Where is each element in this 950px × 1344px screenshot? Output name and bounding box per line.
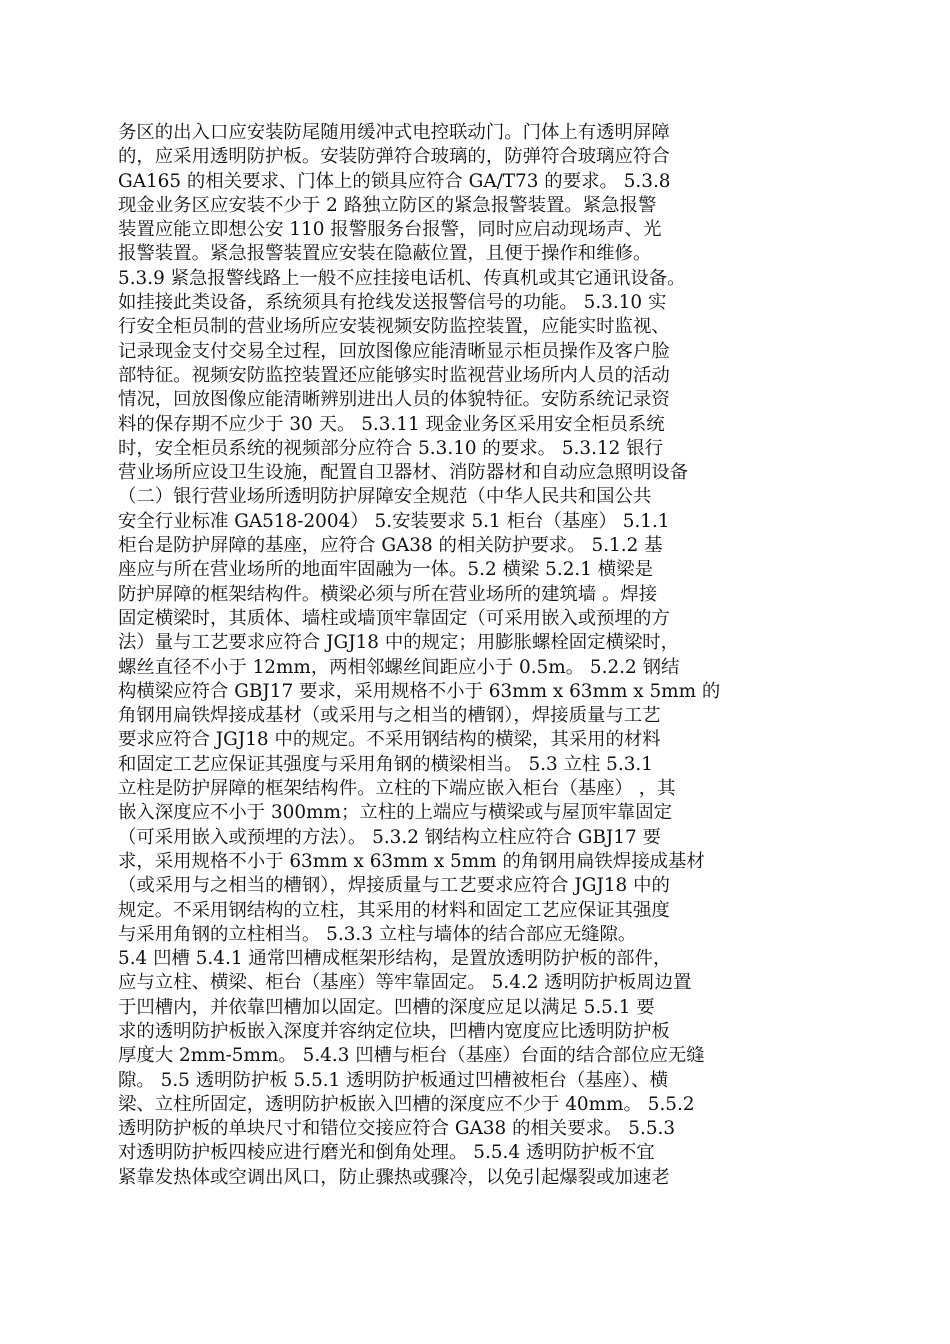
text-line: 料的保存期不应少于 30 天。 5.3.11 现金业务区采用安全柜员系统 (118, 413, 665, 435)
text-line: 应与立柱、横梁、柜台（基座）等牢靠固定。 5.4.2 透明防护板周边置 (118, 972, 692, 994)
text-line: 螺丝直径不小于 12mm，两相邻螺丝间距应小于 0.5m。 5.2.2 钢结 (118, 656, 680, 678)
text-line: 构横梁应符合 GBJ17 要求，采用规格不小于 63mm x 63mm x 5mm 的 (118, 680, 721, 702)
text-line: 嵌入深度应不小于 300mm；立柱的上端应与横梁或与屋顶牢靠固定 (118, 802, 672, 824)
text-line: 座应与所在营业场所的地面牢固融为一体。5.2 横梁 5.2.1 横梁是 (118, 559, 653, 581)
text-line: （或采用与之相当的槽钢），焊接质量与工艺要求应符合 JGJ18 中的 (118, 875, 670, 897)
text-line: 和固定工艺应保证其强度与采用角钢的横梁相当。 5.3 立柱 5.3.1 (118, 753, 653, 775)
text-line: 时，安全柜员系统的视频部分应符合 5.3.10 的要求。 5.3.12 银行 (118, 437, 663, 459)
text-line: 的，应采用透明防护板。安装防弹符合玻璃的，防弹符合玻璃应符合 (118, 146, 670, 168)
text-line: 情况，回放图像应能清晰辨别进出人员的体貌特征。安防系统记录资 (118, 389, 670, 411)
text-line: 梁、立柱所固定，透明防护板嵌入凹槽的深度应不少于 40mm。 5.5.2 (118, 1093, 695, 1115)
text-line: 行安全柜员制的营业场所应安装视频安防监控装置，应能实时监视、 (118, 316, 670, 338)
text-line: 务区的出入口应安装防尾随用缓冲式电控联动门。门体上有透明屏障 (118, 122, 670, 143)
text-line: 如挂接此类设备，系统须具有抢线发送报警信号的功能。 5.3.10 实 (118, 292, 667, 314)
text-line: 对透明防护板四棱应进行磨光和倒角处理。 5.5.4 透明防护板不宜 (118, 1142, 655, 1164)
text-line: 法）量与工艺要求应符合 JGJ18 中的规定；用膨胀螺栓固定横梁时， (118, 632, 680, 654)
text-line: 防护屏障的框架结构件。横梁必须与所在营业场所的建筑墙 。焊接 (118, 583, 658, 605)
text-line: （可采用嵌入或预埋的方法）。 5.3.2 钢结构立柱应符合 GBJ17 要 (118, 826, 661, 848)
text-line: 现金业务区应安装不少于 2 路独立防区的紧急报警装置。紧急报警 (118, 194, 657, 216)
text-line: 装置应能立即想公安 110 报警服务台报警，同时应启动现场声、光 (118, 219, 662, 241)
text-line: 5.4 凹槽 5.4.1 通常凹槽成框架形结构，是置放透明防护板的部件， (118, 948, 672, 970)
text-line: 营业场所应设卫生设施，配置自卫器材、消防器材和自动应急照明设备 (118, 462, 689, 484)
text-line: 报警装置。紧急报警装置应安装在隐蔽位置，且便于操作和维修。 (118, 243, 652, 265)
text-line: 与采用角钢的立柱相当。 5.3.3 立柱与墙体的结合部应无缝隙。 (118, 923, 637, 945)
text-line: 规定。不采用钢结构的立柱，其采用的材料和固定工艺应保证其强度 (118, 899, 670, 921)
text-line: 求，采用规格不小于 63mm x 63mm x 5mm 的角钢用扁铁焊接成基材 (118, 850, 705, 872)
text-line: 厚度大 2mm-5mm。 5.4.3 凹槽与柜台（基座）台面的结合部位应无缝 (118, 1045, 705, 1067)
text-line: 求的透明防护板嵌入深度并容纳定位块，凹槽内宽度应比透明防护板 (118, 1020, 670, 1042)
body-text (118, 121, 838, 1190)
text-line: 部特征。视频安防监控装置还应能够实时监视营业场所内人员的活动 (118, 364, 670, 386)
text-line: 要求应符合 JGJ18 中的规定。不采用钢结构的横梁，其采用的材料 (118, 729, 661, 751)
text-line: 角钢用扁铁焊接成基材（或采用与之相当的槽钢），焊接质量与工艺 (118, 705, 661, 727)
text-line: 固定横梁时，其质体、墙柱或墙顶牢靠固定（可采用嵌入或预埋的方 (118, 607, 670, 629)
text-line: 5.3.9 紧急报警线路上一般不应挂接电话机、传真机或其它通讯设备。 (118, 267, 686, 289)
text-line: 记录现金支付交易全过程，回放图像应能清晰显示柜员操作及客户脸 (118, 340, 670, 362)
text-line: 透明防护板的单块尺寸和错位交接应符合 GA38 的相关要求。 5.5.3 (118, 1118, 676, 1140)
text-line: GA165 的相关要求、门体上的锁具应符合 GA/T73 的要求。 5.3.8 (118, 170, 671, 192)
text-line: 紧靠发热体或空调出风口，防止骤热或骤冷，以免引起爆裂或加速老 (118, 1166, 670, 1188)
text-line: 于凹槽内，并依靠凹槽加以固定。凹槽的深度应足以满足 5.5.1 要 (118, 996, 655, 1018)
text-line: 柜台是防护屏障的基座，应符合 GA38 的相关防护要求。 5.1.2 基 (118, 535, 663, 557)
text-line: （二）银行营业场所透明防护屏障安全规范（中华人民共和国公共 (118, 486, 652, 508)
text-line: 立柱是防护屏障的框架结构件。立柱的下端应嵌入柜台（基座） ，其 (118, 778, 676, 800)
text-line: 隙。 5.5 透明防护板 5.5.1 透明防护板通过凹槽被柜台（基座）、横 (118, 1069, 668, 1091)
text-line: 安全行业标准 GA518-2004） 5.安装要求 5.1 柜台（基座） 5.1.1 (118, 510, 670, 532)
